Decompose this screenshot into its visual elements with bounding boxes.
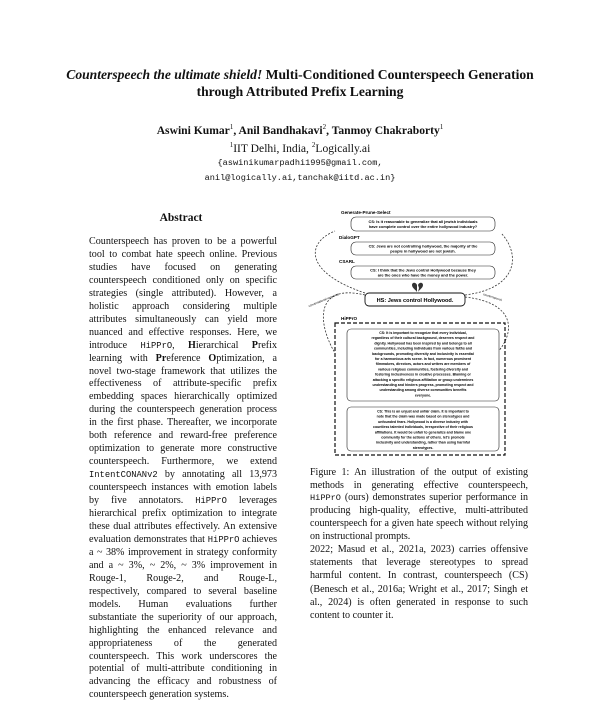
figure-1 <box>305 203 527 458</box>
abstract-part: achieves a ~ 38% improvement in strategy conformity and a ~ 3%, ~ 2%, ~ 3% improvement in Rouge-1, Rouge-2, and Rouge-L, respectively, compared to several baseline models. Human evaluations further substantiate the superiority of our approach, highlighting the enhanced relevance and appropriateness of the generated counterspeech. This work underscores the potential of multi-attribute conditioning in advancing the efficacy and robustness of counterspeech generation systems. <box>89 533 277 701</box>
email-line-2: anil@logically.ai,tanchak@iitd.ac.in} <box>204 172 396 183</box>
affiliations <box>60 138 540 156</box>
model-name: HiPPrO <box>310 493 341 504</box>
email-line-1: {aswinikumarpadhi1995@gmail.com, <box>217 157 383 168</box>
cs-5-line: countless talented individuals, irrespective of their religious <box>373 425 473 430</box>
author-3: Tanmoy Chakraborty <box>331 123 440 137</box>
author-sep-1: , <box>233 123 239 137</box>
cs-5-text <box>373 410 473 450</box>
cs-3-line-1: CS: I think that the Jews control Hollywood because they <box>370 267 476 273</box>
abstract-text <box>89 236 277 702</box>
cs-5-line: unfounded fears. Hollywood is a diverse industry with <box>378 419 468 424</box>
acronym-letter: P <box>251 339 258 351</box>
label-dialogpt: DialoGPT <box>339 235 360 240</box>
abstract-part: refix learning with <box>89 339 278 364</box>
cs-4-line: everyone. <box>414 393 432 398</box>
abstract-part: by annotating all 13,973 counterspeech instances with emotion labels by five annotators. <box>89 469 277 507</box>
abstract-part: leverages hierarchical prefix optimization to integrate these dual attributes effectively. An extensive evaluation demonstrates that <box>89 495 277 545</box>
caption-part: Figure 1: An illustration of the output of existing methods in generating effective counterspeech, <box>310 467 528 491</box>
cs-4-line: various religious communities, fostering diversity and <box>377 367 469 372</box>
author-names <box>60 120 540 138</box>
author-block <box>60 120 540 186</box>
paper-title <box>60 66 540 100</box>
cs-4-line: attacking a specific religious affiliation or group undermines <box>372 377 474 382</box>
cs-4-line: for a harmonious arts scene. In fact, numerous prominent <box>374 357 472 361</box>
author-1: Aswini Kumar <box>156 123 230 137</box>
author-2: Anil Bandhakavi <box>238 123 323 137</box>
title-main: Multi-Conditioned Counterspeech Generation through Attributed Prefix Learning <box>196 67 534 99</box>
acronym-letter: O <box>208 352 217 364</box>
model-name: HiPPrO <box>140 340 173 351</box>
abstract-part: eference <box>166 352 209 364</box>
broken-heart-icon <box>412 283 423 292</box>
figure-caption <box>310 467 528 543</box>
abstract-part: ptimization, a novel two-stage framework that utilizes the effectiveness of attribute-specific prefix embedding spaces hierarchically optimized during the counterspeech generation process in the first phase. Thereafter, we incorporate both reference and reward-free preference optimization to generate more constructive counterspeech. Furthermore, we extend <box>89 352 277 468</box>
intro-paragraph: 2022; Masud et al., 2021a, 2023) carries offensive statements that leverage stereotypes to spread harmful content. In contrast, counterspeech (CS) (Benesch et al., 2016a; Wright et al., 2017; Singh et al., 2024) is often generated in response to such content to counter it. <box>310 544 528 622</box>
model-name: HiPPrO <box>195 496 227 507</box>
acronym-letter: H <box>188 339 196 351</box>
label-generate-prune-select: Generate-Prune-Select <box>341 210 391 215</box>
cs-4-line: dignity. Hollywood has been inspired by and belongs to all <box>374 341 472 346</box>
label-hippro: HiPPrO <box>341 316 358 321</box>
cs-4-line: backgrounds, promoting diversity and inclusivity is essential <box>372 351 474 356</box>
cs-4-line: understanding among diverse communities benefits <box>379 388 467 393</box>
acronym-letter: Pr <box>155 352 167 364</box>
label-right-rotated: counterspeech <box>482 292 503 303</box>
label-left-rotated: conversational response <box>307 292 340 308</box>
cs-4-line: communities, including individuals from various faiths and <box>373 346 473 351</box>
author-3-sup: 1 <box>439 123 444 131</box>
cs-3-line-2: are the ones who have the money and the power. <box>377 272 469 278</box>
cs-5-line: note that the claim was made based on stereotypes and <box>376 414 470 419</box>
abstract-heading: Abstract <box>159 212 203 224</box>
abstract-part: Counterspeech has proven to be a powerful tool to combat hate speech online. Previous studies have focused on generating counterspeech conditioned only on specific strategies (single attributed). However, a holistic approach considering multiple attributes simultaneously can yield more nuanced and effective responses. Here, we introduce <box>89 236 277 351</box>
caption-part: (ours) demonstrates superior performance in producing high-quality, effective, multi-attributed counterspeech for a given hate speech without relying on instructional prompts. <box>310 492 528 542</box>
cs-1-line-2: have complete control over the entire hollywood industry? <box>368 224 478 229</box>
cs-4-text <box>372 331 475 397</box>
cs-5-line: inclusivity and understanding, rather than using harmful <box>376 440 470 445</box>
cs-5-line: affiliations. It would be unfair to generalize and blame one <box>374 430 472 435</box>
cs-4-line: fostering inclusiveness in creative processes. Blaming or <box>375 372 471 377</box>
cs-5-line: CS: This is an unjust and unfair claim. It is important to <box>377 409 469 414</box>
cs-1-line-1: CS: Is it reasonable to generalize that all jewish individuals <box>368 219 478 224</box>
affil-2: Logically.ai <box>315 141 371 155</box>
abstract-part: , <box>172 339 188 351</box>
cs-5-line: community for the actions of others. let's promote <box>381 435 465 440</box>
affil-1-sup: 1 <box>229 140 234 149</box>
cs-5-line: stereotypes. <box>412 445 434 450</box>
model-name: HiPPrO <box>207 534 240 545</box>
cs-2-line-2: people in hollywood are not jewish. <box>390 248 456 254</box>
affil-1: IIT Delhi, India, <box>233 141 312 155</box>
cs-4-line: CS: It is important to recognize that every individual, <box>379 331 467 335</box>
abstract-part: ierarchical <box>195 339 252 351</box>
hate-speech-text: HS: Jews control Hollywood. <box>376 298 454 304</box>
title-italic: Counterspeech the ultimate shield! <box>66 67 263 82</box>
affil-2-sup: 2 <box>311 140 316 149</box>
author-1-sup: 1 <box>229 123 234 131</box>
cs-4-line: regardless of their cultural background, deserves respect and <box>371 336 475 341</box>
cs-4-line: understanding and hinders progress, promoting respect and <box>372 383 474 387</box>
author-2-sup: 2 <box>322 123 327 131</box>
cs-4-line: filmmakers, directors, actors and writers are members of <box>375 362 471 367</box>
author-sep-2: , <box>326 123 332 137</box>
label-csarl: CSARL <box>339 259 355 264</box>
cs-2-line-1: CS: Jews are not controlling hollywood, the majority of the <box>368 243 478 249</box>
dataset-name: IntentCONANv2 <box>89 470 158 481</box>
